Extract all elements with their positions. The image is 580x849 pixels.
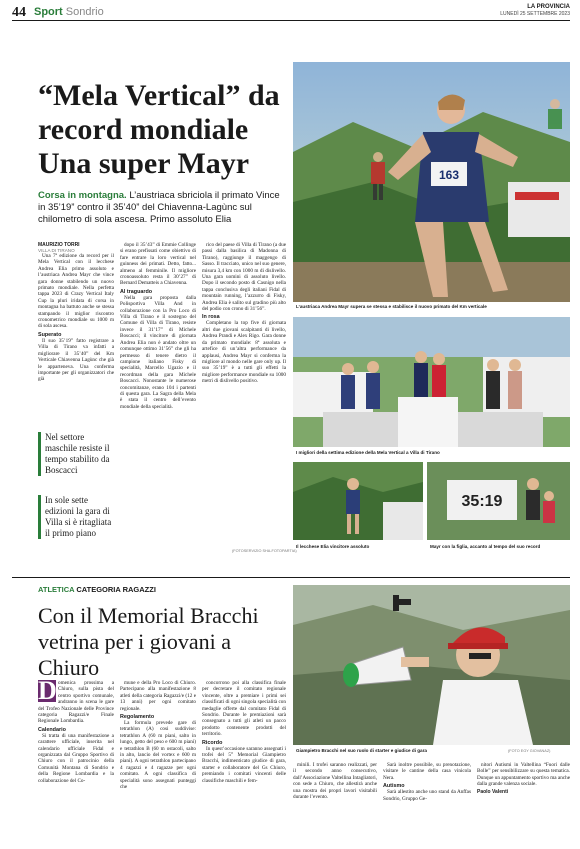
photo-elia xyxy=(293,462,423,540)
kicker-category: CATEGORIA RAGAZZI xyxy=(76,585,156,594)
column-text: Si tratta di una manifestazione a carattere ufficiale, inserita nel calendario ufficiale Fidal e organizzata dal Gruppo Sportivo di Chiuro con il patrocinio della Comunità Montana di Sondrio e della Regione Lombardia e la collaborazione del Co- xyxy=(38,732,114,784)
column-subheading: Autismo xyxy=(383,783,405,790)
photo-caption: Il lecchese Elia vincitore assoluto xyxy=(296,544,370,549)
column-text: nitori Autismi in Valtellina “Fuori dalle Bolle” per sensibilizzare su questa tematica. Dunque un appuntamento sportivo ma anche dalla grande valenza sociale. xyxy=(477,762,570,788)
column-text: Nella gara proposta dalla Polisportiva Villa And in collaborazione con la Pro Loco di Villa di Tirano e il sostegno del Comune di Villa di Tirano, resiste invece il 31’17” di Michele Boscacci; il vincitore di giornata Andrea Elia non è andato oltre un comunque ottimo 31’56” che gli ha permesso di tenere dietro il campione italiano Fisky di specialità, Marcello Ugazio e il recordman della gara Michele Boscacci. Nonostante le numerose concomitanze, erano 104 i partenti di questa gara. La Sagra della Mela è stata il centro dell’evento mondiale della specialità. xyxy=(120,294,196,410)
article2-author: Paolo Valenti xyxy=(477,788,509,795)
drop-cap: D xyxy=(38,680,57,705)
photo-caption: L’austriaca Andrea Mayr supera se stessa e stabilisce il nuovo primato del Km verticale xyxy=(296,304,487,309)
column-subheading: Al traguardo xyxy=(120,288,153,295)
page-number: 44 xyxy=(12,5,26,20)
article-column-2 xyxy=(120,242,196,552)
article2-column-1 xyxy=(38,680,114,840)
publication-name: LA PROVINCIA xyxy=(527,4,570,10)
column-subheading: Calendario xyxy=(38,726,66,733)
column-text: Una 7ª edizione da record per il Mela Vertical con il lecchese Andrea Elia primo assoluto e l’austriaca Andrea Mayr che vince gara donne stabilendo un nuovo primato mondiale. Nella perfetta tappa 2023 di Crazy Vertical Italy Cup la pluri iridata di corsa in montagna ha battuto anche se stessa stampando il miglior riscontro cronometrico mondiale su 1000 m di sola ascesa. xyxy=(38,253,114,330)
photo-bracchi xyxy=(293,585,570,745)
subhead-kicker: Corsa in montagna. xyxy=(38,190,127,201)
column-text: dopo il 35’43” di Emmie Collinge si erano prefissati come obiettivo di fare entrare la loro vertical nel guinness dei primati. Detto, fatto... almeno al femminile. Il migliore cronoassoluto resta il 30’27” di Bernard Dematteis a Chiavenna. xyxy=(120,242,196,287)
column-text: omenica prossima a Chiuro, sulla pista del centro sportivo comunale, andranno in scena le gare del Trofeo Nazionale delle Province categoria Ragazzi/e Finale Regionale Lombardia. xyxy=(38,680,114,725)
column-subheading: In rosa xyxy=(202,314,220,321)
photo-caption: Giampietro Bracchi nel suo ruolo di starter e giudice di gara xyxy=(296,748,427,753)
article2-column-4 xyxy=(293,762,377,842)
section-label xyxy=(34,6,104,18)
photo-credit: (FOTO EGY GIOVANAZ) xyxy=(508,749,551,753)
pull-quote: Nel settore maschile resiste il tempo stabilito da Boscacci xyxy=(38,432,117,476)
article-column-1 xyxy=(38,242,114,412)
column-text: Il suo 35’19” fatto registrare a Villa di Tirano va infatti a migliorare il 35’40” del Km Verticale Chiavenna Lagùnc che già le apparteneva. Una conferma importante per gli organizzatori che già xyxy=(38,337,114,383)
photo-mayr-daughter xyxy=(427,462,570,540)
column-subheading: Ricordo xyxy=(202,739,223,746)
photo-credit: (FOTOSERVIZIO SHA-FOTOPARTIA) xyxy=(232,549,297,553)
column-text: In quest’occasione saranno assegnati i trofei del 5° Memorial Giampietro Bracchi, indimenticato giudice di gara, starter e collaboratore del Gs Chiuro, premiando i comitati vincenti delle classifiche maschili e fem- xyxy=(202,745,286,784)
column-text: La formula prevede gare di tetrathlon (A) cosi suddivise: tetrathlon A (60 m piani, salto in lungo, getto del peso e 600 m piani) e tetrathlon B (60 m ostacoli, salto in alto, lancio del vortex e 600 m piani). A ogni tetrathlon partecipano 4 ragazzi e 4 ragazze per ogni comitato. A ogni classifica di specialità sono assegnati punteggi che xyxy=(120,720,196,791)
column-subheading: Regolamento xyxy=(120,714,155,721)
article2-kicker xyxy=(38,585,156,594)
column-text: mune e della Pro Loco di Chiuro. Partecipano alla manifestazione 8 atleti della categoria Ragazzi/e (12 e 13 anni) per ogni comitato regionale. xyxy=(120,680,196,712)
byline-author: MAURIZIO TORRI xyxy=(38,242,80,248)
article2-column-5 xyxy=(383,762,471,842)
finish-time-display: 35:19 xyxy=(461,493,503,510)
column-text: minili. I trofei saranno realizzati, per il secondo anno consecutivo, dall’Associazione Valtellina Intagliatori, con sede a Chiuro, che allestirà anche una mostra dei propri lavori visitabili durante l’evento. xyxy=(293,762,377,801)
race-bib-number: 163 xyxy=(438,168,460,182)
column-text: concorrono poi alla classifica finale per decretare il comitato regionale vincente, oltre a premiare i primi sei classificati di ogni singola specialità con medaglie offerte dal comitato Fidal di Sondrio. Durante le premiazioni sarà consegnato a tutti gli atleti un pacco prodotto contenente prodotti del territorio. xyxy=(202,680,286,738)
column-text: Completano la top five di giornata altri due giovani scalpitanti di livello, Andrea Prandi e Alex Rigo. Gara donne da primato mondiale: 8ª assoluta e artefice di un’altra performance da applausi, Andrea Mayr si conferma la migliore al mondo nelle gare only up. Il suo 35’19” è a tutti gli effetti la migliore performance mondiale su 1000 metri di dislivello positivo. xyxy=(202,320,286,385)
pull-quote: In sole sette edizioni la gara di Villa si è ritagliata il primo piano xyxy=(38,495,117,539)
photo-caption: Mayr con la figlia, accanto al tempo del suo record xyxy=(430,544,541,549)
article2-column-6 xyxy=(477,762,570,842)
photo-caption: I migliori della settima edizione della Mela Vertical a Villa di Tirano xyxy=(296,450,440,455)
section-name: Sport xyxy=(34,6,63,18)
header-rule xyxy=(12,20,570,21)
subhead-text: L’austriaca sbriciola il primato Vince in 35’19” contro il 35’40” del Chiavenna-Lagùnc sul chilometro di sola ascesa. Primo assoluto Elia xyxy=(38,190,280,225)
photo-mayr-running xyxy=(293,62,570,302)
subsection-name: Sondrio xyxy=(65,6,104,18)
column-text: rico del paese di Villa di Tirano (a due passi dalla basilica di Madonna di Tirano), raggiunge il maggengo di Sasso. Il tracciato, unico nel suo genere, misura 3,4 km con 1000 m di dislivello. Una gara uomini di assoluto livello. Dopo il secondo posto di Casnigo nella tappa conclusiva degli italiani Fidal di mountain running, l’azzurro di Fisky, Andrea Elia è salito sul gradino più alto del podio con crono di 31’56”. xyxy=(202,242,286,313)
article-headline: “Mela Vertical” da record mondiale Una super Mayr xyxy=(38,79,280,180)
column-text: Sarà inoltre possibile, su prenotazione, visitare le cantine della casa vinicola Nera. xyxy=(383,762,471,781)
column-text: Sarà allestito anche uno stand da Anffas Sondrio, Gruppo Ge- xyxy=(383,789,471,802)
article2-column-3 xyxy=(202,680,286,840)
article-column-3 xyxy=(202,242,286,552)
byline-location: VILLA DI TIRANO xyxy=(38,248,75,253)
column-subheading: Superato xyxy=(38,331,62,338)
publication-date: LUNEDÌ 25 SETTEMBRE 2023 xyxy=(500,11,570,17)
article-divider xyxy=(12,577,570,578)
article2-column-2 xyxy=(120,680,196,840)
article2-headline: Con il Memorial Bracchi vetrina per i giovani a Chiuro xyxy=(38,603,259,680)
kicker-sport: ATLETICA xyxy=(38,585,75,594)
article-subhead xyxy=(38,190,286,226)
photo-podium xyxy=(293,317,570,447)
